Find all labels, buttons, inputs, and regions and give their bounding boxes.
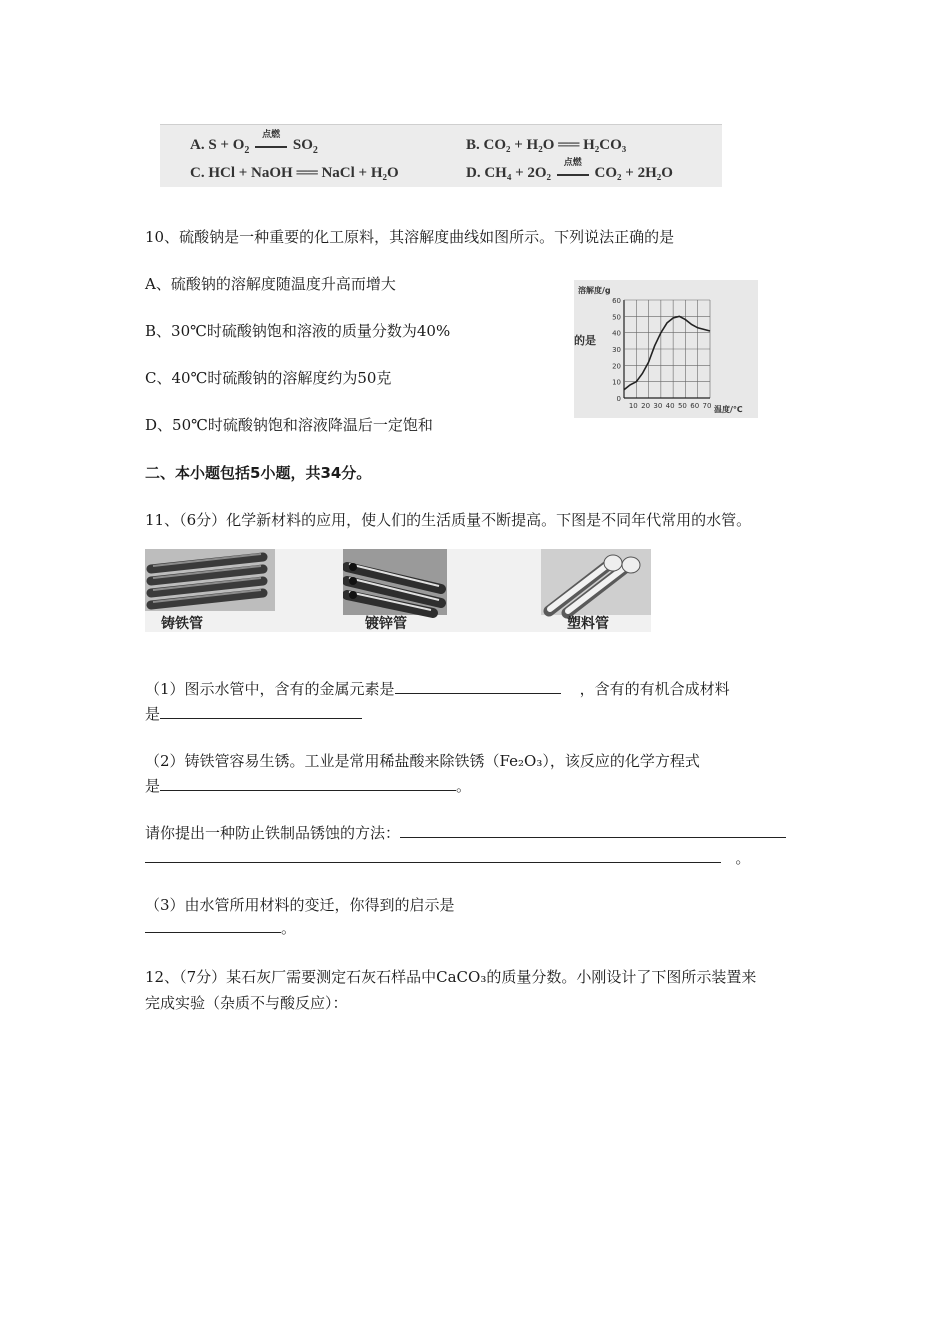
equation-a: A. $S + O_2$ 点燃 $SO_2$ <box>190 129 318 156</box>
solubility-curve <box>624 316 710 390</box>
q11-part1-line2 <box>145 703 362 724</box>
equation-b: B. CO₂ + H₂O ══ H₂CO₃ <box>466 137 627 153</box>
q11-part2-line4 <box>145 847 750 868</box>
chart-x-tick: 10 <box>628 402 638 410</box>
rust-prevention-blank[interactable] <box>400 823 786 838</box>
q11-part2-line2 <box>145 775 471 796</box>
plastic-pipe-photo <box>541 549 651 632</box>
chart-y-tick: 20 <box>612 362 621 371</box>
chart-x-tick: 40 <box>665 402 675 410</box>
q11-part3-period: 。 <box>281 919 297 937</box>
q11-part1-text-a: （1）图示水管中，含有的金属元素是 <box>145 680 395 698</box>
equation-c: C. HCl + NaOH ══ NaCl + H₂O <box>190 165 399 181</box>
chart-y-tick: 40 <box>612 329 621 338</box>
q11-part1-text-c: 是 <box>145 705 161 723</box>
q11-part3-line1: （3）由水管所用材料的变迁，你得到的启示是 <box>145 896 455 914</box>
chart-y-tick: 0 <box>616 395 621 403</box>
chart-x-tick: 60 <box>690 402 700 410</box>
insight-blank[interactable] <box>145 918 281 933</box>
cast-iron-pipe-photo <box>145 549 275 632</box>
ignite-arrow-a: 点燃 <box>253 137 289 154</box>
equation-d: D. CH₄ + 2O₂ 点燃 CO₂ + 2H₂O <box>466 157 673 181</box>
water-pipes-image <box>145 549 651 632</box>
q12-line2: 完成实验（杂质不与酸反应）： <box>145 994 348 1012</box>
chart-x-tick: 50 <box>677 402 687 410</box>
chart-xlabel: 温度/℃ <box>714 405 743 414</box>
chart-x-tick: 30 <box>653 402 663 410</box>
q11-part1-text-b: ，含有的有机合成材料 <box>579 680 730 698</box>
q11-part2-line3 <box>145 822 786 843</box>
q11-part3-line2 <box>145 917 296 938</box>
section-2-heading: 二、本小题包括5小题，共34分。 <box>145 464 372 482</box>
chart-ylabel: 溶解度/g <box>578 286 611 295</box>
q11-part2-period-2: 。 <box>735 849 751 867</box>
q11-part2-text-c: 请你提出一种防止铁制品锈蚀的方法： <box>145 824 401 842</box>
q10-option-b: B、30℃时硫酸钠饱和溶液的质量分数为40% <box>145 322 451 340</box>
chart-x-tick: 70 <box>702 402 712 410</box>
metal-element-blank[interactable] <box>395 679 561 694</box>
galvanized-pipe-photo <box>343 549 447 632</box>
ignite-arrow-d: 点燃 <box>555 165 591 182</box>
cast-iron-pipe-label: 铸铁管 <box>161 616 203 632</box>
chart-y-tick: 50 <box>612 313 621 322</box>
q11-stem: 11、（6分）化学新材料的应用，使人们的生活质量不断提高。下图是不同年代常用的水管。 <box>145 511 752 529</box>
q10-option-d: D、50℃时硫酸钠饱和溶液降温后一定饱和 <box>145 416 433 434</box>
q11-part1-line1 <box>145 678 730 699</box>
q11-part2-text-b: 是 <box>145 777 161 795</box>
galvanized-pipe-label: 镀锌管 <box>365 616 407 632</box>
solubility-chart <box>574 280 758 418</box>
chart-y-tick: 60 <box>612 297 621 305</box>
q12-line1: 12、（7分）某石灰厂需要测定石灰石样品中CaCO₃的质量分数。小刚设计了下图所示装置来 <box>145 968 757 986</box>
q10-option-a: A、硫酸钠的溶解度随温度升高而增大 <box>145 275 396 293</box>
chart-x-tick: 20 <box>641 402 651 410</box>
solubility-chart-svg <box>574 280 758 418</box>
chart-y-tick: 30 <box>612 346 621 354</box>
chart-y-tick: 10 <box>612 378 621 387</box>
rust-prevention-blank-2[interactable] <box>145 848 721 863</box>
equation-blank[interactable] <box>160 776 456 791</box>
q11-part2-period: 。 <box>456 777 472 795</box>
q10-stem: 10、硫酸钠是一种重要的化工原料，其溶解度曲线如图所示。下列说法正确的是 <box>145 228 675 246</box>
plastic-pipe-label: 塑料管 <box>567 616 609 632</box>
organic-material-blank[interactable] <box>160 704 362 719</box>
chart-side-text: 的是 <box>574 334 596 347</box>
equation-options-image <box>160 124 722 187</box>
q10-option-c: C、40℃时硫酸钠的溶解度约为50克 <box>145 369 392 387</box>
q11-part2-line1: （2）铸铁管容易生锈。工业是常用稀盐酸来除铁锈（Fe₂O₃），该反应的化学方程式 <box>145 752 700 770</box>
